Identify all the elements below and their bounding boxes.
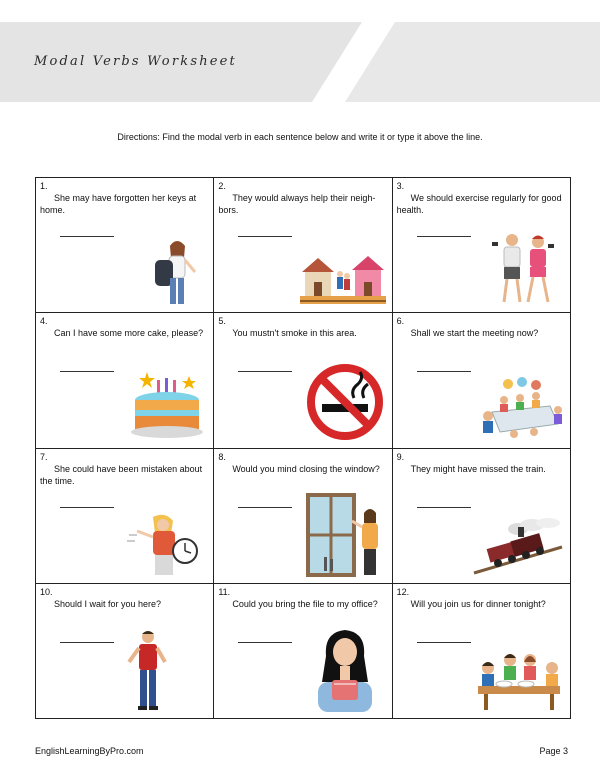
man-standing-icon (123, 628, 173, 712)
exercise-item-1 (36, 178, 214, 313)
exercise-item-7 (36, 449, 214, 584)
item-sentence: You mustn't smoke in this area. (232, 328, 357, 339)
answer-line[interactable] (417, 236, 471, 237)
item-number: 2. (218, 181, 226, 191)
answer-line[interactable] (417, 507, 471, 508)
exercise-item-12 (393, 584, 571, 719)
header-banner (0, 0, 600, 102)
item-sentence: Should I wait for you here? (54, 598, 162, 609)
family-dinner-icon (474, 648, 564, 712)
answer-line[interactable] (60, 371, 114, 372)
answer-line[interactable] (417, 371, 471, 372)
meeting-table-icon (478, 376, 564, 442)
answer-line[interactable] (60, 507, 114, 508)
item-sentence: Can I have some more cake, please? (54, 328, 204, 339)
exercise-item-10 (36, 584, 214, 719)
woman-holding-file-icon (310, 626, 380, 712)
answer-line[interactable] (238, 507, 292, 508)
item-sentence: They might have missed the train. (410, 463, 546, 474)
exercise-item-4 (36, 313, 214, 448)
item-sentence: Would you mind closing the window? (232, 463, 380, 474)
answer-line[interactable] (60, 236, 114, 237)
item-sentence: Could you bring the file to my office? (232, 598, 378, 609)
exercise-grid (35, 177, 571, 719)
directions-text: Directions: Find the modal verb in each sentence below and write it or type it above the line. (117, 132, 483, 142)
birthday-cake-icon (127, 366, 207, 442)
answer-line[interactable] (60, 642, 114, 643)
exercise-item-6 (393, 313, 571, 448)
exercise-item-5 (214, 313, 392, 448)
footer-page-number: Page 3 (539, 746, 568, 756)
exercise-item-9 (393, 449, 571, 584)
item-number: 5. (218, 316, 226, 327)
worksheet-title: Modal Verbs Worksheet (34, 54, 237, 69)
item-number: 4. (40, 316, 48, 327)
item-sentence: She may have forgotten her keys at home. (40, 193, 197, 215)
exercise-item-2 (214, 178, 392, 313)
exercise-item-8 (214, 449, 392, 584)
woman-with-clock-icon (127, 511, 207, 577)
item-number: 1. (40, 181, 48, 191)
answer-line[interactable] (238, 371, 292, 372)
exercise-item-11 (214, 584, 392, 719)
item-number: 12. (396, 586, 410, 597)
no-smoking-icon (304, 362, 386, 442)
woman-with-backpack-icon (137, 236, 207, 306)
item-sentence: Shall we start the meeting now? (410, 328, 539, 339)
answer-line[interactable] (238, 642, 292, 643)
answer-line[interactable] (238, 236, 292, 237)
woman-at-window-icon (304, 491, 386, 577)
item-sentence: She could have been mistaken about the time. (40, 463, 203, 486)
item-number: 11. (218, 586, 231, 597)
item-sentence: We should exercise regularly for good health. (396, 193, 562, 215)
item-number: 3. (396, 181, 405, 191)
item-number: 9. (396, 451, 405, 462)
footer-site: EnglishLearningByPro.com (35, 746, 144, 756)
exercise-item-3 (393, 178, 571, 313)
couple-exercising-icon (484, 230, 564, 306)
answer-line[interactable] (417, 642, 471, 643)
item-number: 6. (396, 316, 405, 327)
item-number: 7. (40, 451, 48, 462)
item-number: 8. (218, 451, 226, 462)
neighbors-helping-icon (300, 250, 386, 306)
item-sentence: They would always help their neigh- bors. (218, 193, 376, 215)
item-number: 10. (40, 586, 53, 597)
steam-train-icon (472, 517, 564, 577)
item-sentence: Will you join us for dinner tonight? (410, 598, 546, 609)
